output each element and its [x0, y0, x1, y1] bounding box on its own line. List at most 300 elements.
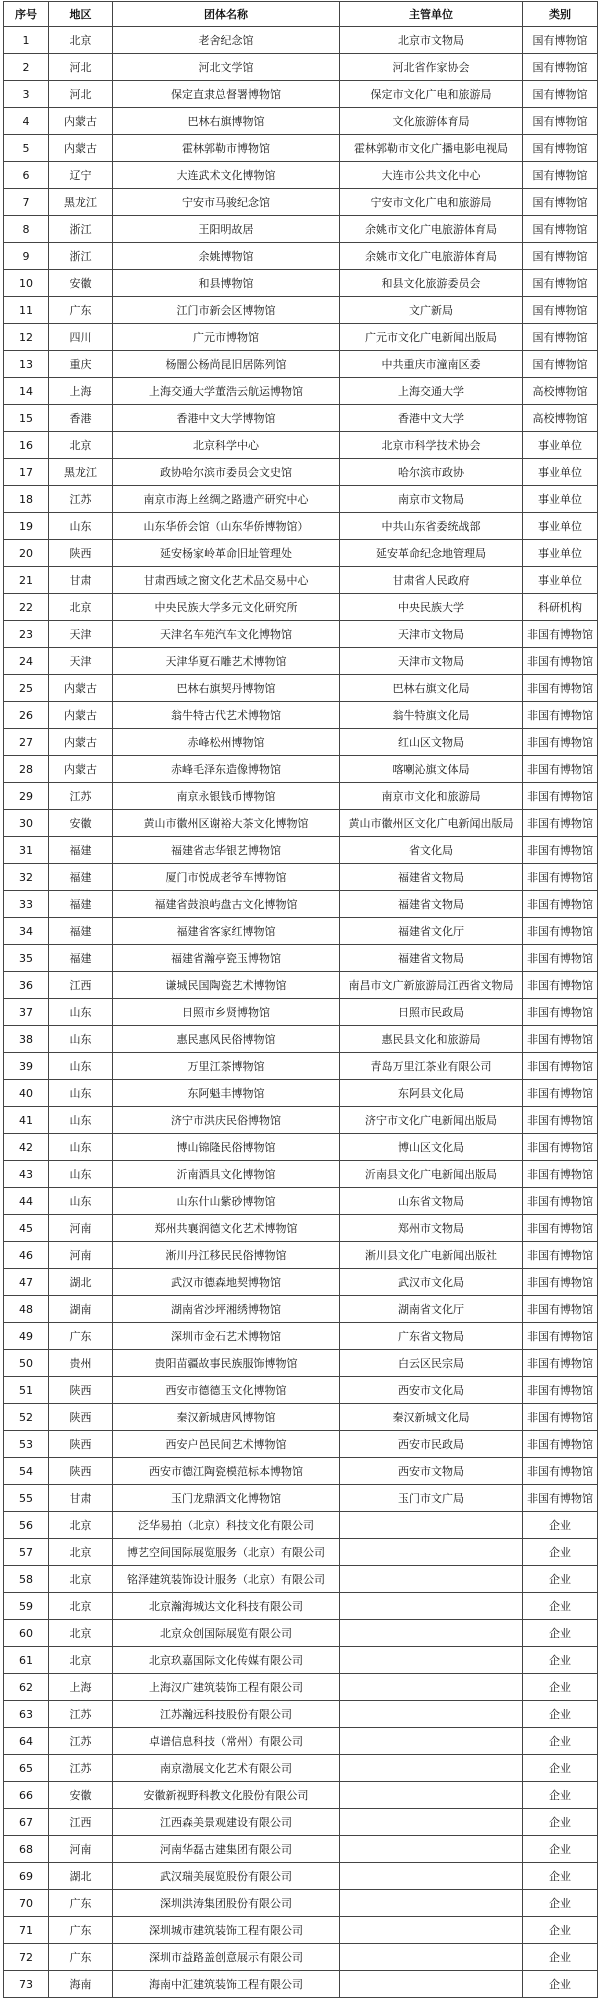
cell-supervising-unit [340, 1512, 523, 1539]
cell-supervising-unit: 余姚市文化广电旅游体育局 [340, 216, 523, 243]
cell-supervising-unit: 福建省文化厅 [340, 918, 523, 945]
cell-category: 非国有博物馆 [523, 729, 598, 756]
cell-category: 非国有博物馆 [523, 999, 598, 1026]
cell-region: 黑龙江 [49, 459, 113, 486]
cell-category: 非国有博物馆 [523, 1053, 598, 1080]
cell-index: 2 [4, 54, 49, 81]
cell-category: 企业 [523, 1593, 598, 1620]
table-row [4, 972, 598, 999]
cell-supervising-unit: 秦汉新城文化局 [340, 1404, 523, 1431]
cell-index: 32 [4, 864, 49, 891]
table-row [4, 1242, 598, 1269]
header-supervising-unit: 主管单位 [340, 2, 523, 27]
table-row [4, 1107, 598, 1134]
cell-organization-name: 上海交通大学董浩云航运博物馆 [113, 378, 340, 405]
cell-category: 事业单位 [523, 540, 598, 567]
cell-supervising-unit: 山东省文物局 [340, 1188, 523, 1215]
cell-region: 北京 [49, 1539, 113, 1566]
cell-organization-name: 延安杨家岭革命旧址管理处 [113, 540, 340, 567]
cell-supervising-unit: 福建省文物局 [340, 864, 523, 891]
cell-index: 36 [4, 972, 49, 999]
table-row [4, 1323, 598, 1350]
cell-index: 48 [4, 1296, 49, 1323]
cell-region: 山东 [49, 1026, 113, 1053]
cell-organization-name: 淅川丹江移民民俗博物馆 [113, 1242, 340, 1269]
cell-supervising-unit: 日照市民政局 [340, 999, 523, 1026]
table-row [4, 432, 598, 459]
table-row [4, 1728, 598, 1755]
cell-supervising-unit: 白云区民宗局 [340, 1350, 523, 1377]
cell-organization-name: 福建省客家红博物馆 [113, 918, 340, 945]
cell-category: 国有博物馆 [523, 135, 598, 162]
cell-supervising-unit: 青岛万里江茶业有限公司 [340, 1053, 523, 1080]
cell-region: 北京 [49, 594, 113, 621]
cell-index: 30 [4, 810, 49, 837]
cell-category: 国有博物馆 [523, 189, 598, 216]
table-row [4, 756, 598, 783]
cell-region: 甘肃 [49, 567, 113, 594]
cell-organization-name: 保定直隶总督署博物馆 [113, 81, 340, 108]
cell-category: 企业 [523, 1728, 598, 1755]
cell-category: 企业 [523, 1647, 598, 1674]
cell-region: 广东 [49, 297, 113, 324]
cell-index: 15 [4, 405, 49, 432]
cell-supervising-unit: 余姚市文化广电旅游体育局 [340, 243, 523, 270]
cell-index: 33 [4, 891, 49, 918]
cell-index: 17 [4, 459, 49, 486]
table-row [4, 1890, 598, 1917]
cell-supervising-unit: 霍林郭勒市文化广播电影电视局 [340, 135, 523, 162]
cell-category: 事业单位 [523, 486, 598, 513]
cell-region: 江苏 [49, 486, 113, 513]
table-row [4, 1593, 598, 1620]
header-organization-name: 团体名称 [113, 2, 340, 27]
cell-region: 福建 [49, 918, 113, 945]
cell-region: 黑龙江 [49, 189, 113, 216]
cell-category: 非国有博物馆 [523, 1161, 598, 1188]
header-region: 地区 [49, 2, 113, 27]
cell-organization-name: 北京科学中心 [113, 432, 340, 459]
table-row [4, 783, 598, 810]
cell-region: 贵州 [49, 1350, 113, 1377]
cell-category: 企业 [523, 1539, 598, 1566]
cell-region: 湖北 [49, 1863, 113, 1890]
cell-organization-name: 西安户邑民间艺术博物馆 [113, 1431, 340, 1458]
cell-category: 国有博物馆 [523, 108, 598, 135]
cell-category: 科研机构 [523, 594, 598, 621]
cell-index: 4 [4, 108, 49, 135]
cell-category: 国有博物馆 [523, 243, 598, 270]
cell-index: 8 [4, 216, 49, 243]
cell-category: 企业 [523, 1971, 598, 1998]
cell-supervising-unit [340, 1782, 523, 1809]
cell-index: 63 [4, 1701, 49, 1728]
cell-index: 70 [4, 1890, 49, 1917]
cell-supervising-unit: 哈尔滨市政协 [340, 459, 523, 486]
cell-supervising-unit: 南京市文化和旅游局 [340, 783, 523, 810]
cell-region: 河南 [49, 1242, 113, 1269]
cell-supervising-unit: 西安市文化局 [340, 1377, 523, 1404]
cell-category: 企业 [523, 1620, 598, 1647]
cell-index: 42 [4, 1134, 49, 1161]
cell-organization-name: 杨闇公杨尚昆旧居陈列馆 [113, 351, 340, 378]
cell-category: 高校博物馆 [523, 405, 598, 432]
cell-organization-name: 巴林右旗博物馆 [113, 108, 340, 135]
cell-organization-name: 赤峰毛泽东造像博物馆 [113, 756, 340, 783]
cell-supervising-unit: 北京市科学技术协会 [340, 432, 523, 459]
cell-organization-name: 香港中文大学博物馆 [113, 405, 340, 432]
cell-supervising-unit: 东阿县文化局 [340, 1080, 523, 1107]
cell-region: 安徽 [49, 270, 113, 297]
table-row [4, 1350, 598, 1377]
cell-organization-name: 江苏瀚远科技股份有限公司 [113, 1701, 340, 1728]
cell-region: 安徽 [49, 1782, 113, 1809]
cell-supervising-unit: 黄山市徽州区文化广电新闻出版局 [340, 810, 523, 837]
cell-supervising-unit [340, 1971, 523, 1998]
cell-category: 国有博物馆 [523, 216, 598, 243]
table-row [4, 378, 598, 405]
cell-organization-name: 天津华夏石雕艺术博物馆 [113, 648, 340, 675]
cell-region: 福建 [49, 945, 113, 972]
cell-supervising-unit: 香港中文大学 [340, 405, 523, 432]
cell-organization-name: 天津名车苑汽车文化博物馆 [113, 621, 340, 648]
cell-index: 39 [4, 1053, 49, 1080]
cell-region: 天津 [49, 621, 113, 648]
cell-index: 44 [4, 1188, 49, 1215]
cell-index: 71 [4, 1917, 49, 1944]
cell-organization-name: 西安市德江陶瓷模范标本博物馆 [113, 1458, 340, 1485]
cell-organization-name: 黄山市徽州区谢裕大茶文化博物馆 [113, 810, 340, 837]
table-row [4, 1296, 598, 1323]
cell-category: 非国有博物馆 [523, 648, 598, 675]
cell-category: 国有博物馆 [523, 351, 598, 378]
table-row [4, 567, 598, 594]
cell-index: 37 [4, 999, 49, 1026]
cell-supervising-unit: 巴林右旗文化局 [340, 675, 523, 702]
cell-region: 福建 [49, 891, 113, 918]
cell-index: 61 [4, 1647, 49, 1674]
cell-category: 非国有博物馆 [523, 1377, 598, 1404]
cell-region: 江西 [49, 972, 113, 999]
cell-supervising-unit: 湖南省文化厅 [340, 1296, 523, 1323]
table-row [4, 108, 598, 135]
cell-category: 企业 [523, 1566, 598, 1593]
cell-index: 57 [4, 1539, 49, 1566]
cell-category: 非国有博物馆 [523, 1458, 598, 1485]
cell-supervising-unit: 天津市文物局 [340, 648, 523, 675]
cell-category: 国有博物馆 [523, 324, 598, 351]
table-row [4, 405, 598, 432]
cell-category: 企业 [523, 1755, 598, 1782]
cell-category: 非国有博物馆 [523, 837, 598, 864]
cell-supervising-unit: 保定市文化广电和旅游局 [340, 81, 523, 108]
cell-category: 企业 [523, 1890, 598, 1917]
cell-index: 21 [4, 567, 49, 594]
cell-organization-name: 东阿魁丰博物馆 [113, 1080, 340, 1107]
cell-organization-name: 武汉市德森地契博物馆 [113, 1269, 340, 1296]
cell-supervising-unit: 省文化局 [340, 837, 523, 864]
cell-index: 52 [4, 1404, 49, 1431]
cell-region: 香港 [49, 405, 113, 432]
cell-organization-name: 安徽新视野科教文化股份有限公司 [113, 1782, 340, 1809]
cell-index: 66 [4, 1782, 49, 1809]
cell-organization-name: 北京众创国际展览有限公司 [113, 1620, 340, 1647]
cell-organization-name: 南京渤展文化艺术有限公司 [113, 1755, 340, 1782]
cell-organization-name: 上海汉广建筑装饰工程有限公司 [113, 1674, 340, 1701]
cell-index: 20 [4, 540, 49, 567]
cell-category: 非国有博物馆 [523, 918, 598, 945]
cell-region: 江苏 [49, 1755, 113, 1782]
cell-organization-name: 郑州共襄润德文化艺术博物馆 [113, 1215, 340, 1242]
cell-organization-name: 西安市德德玉文化博物馆 [113, 1377, 340, 1404]
table-row [4, 243, 598, 270]
cell-supervising-unit: 翁牛特旗文化局 [340, 702, 523, 729]
cell-region: 内蒙古 [49, 729, 113, 756]
cell-supervising-unit [340, 1836, 523, 1863]
table-row [4, 1701, 598, 1728]
cell-category: 非国有博物馆 [523, 621, 598, 648]
table-row [4, 729, 598, 756]
cell-supervising-unit [340, 1593, 523, 1620]
cell-region: 内蒙古 [49, 756, 113, 783]
cell-index: 58 [4, 1566, 49, 1593]
cell-region: 广东 [49, 1890, 113, 1917]
table-row [4, 1431, 598, 1458]
cell-supervising-unit: 喀喇沁旗文体局 [340, 756, 523, 783]
cell-supervising-unit: 博山区文化局 [340, 1134, 523, 1161]
cell-index: 64 [4, 1728, 49, 1755]
cell-organization-name: 河北文学馆 [113, 54, 340, 81]
cell-organization-name: 贵阳苗疆故事民族服饰博物馆 [113, 1350, 340, 1377]
table-row [4, 1971, 598, 1998]
cell-category: 国有博物馆 [523, 270, 598, 297]
cell-organization-name: 泛华易拍（北京）科技文化有限公司 [113, 1512, 340, 1539]
cell-supervising-unit [340, 1539, 523, 1566]
cell-region: 陕西 [49, 1404, 113, 1431]
table-row [4, 1404, 598, 1431]
cell-category: 非国有博物馆 [523, 1269, 598, 1296]
cell-supervising-unit: 中共山东省委统战部 [340, 513, 523, 540]
cell-supervising-unit: 西安市文物局 [340, 1458, 523, 1485]
cell-region: 湖南 [49, 1296, 113, 1323]
cell-region: 广东 [49, 1323, 113, 1350]
table-row [4, 1809, 598, 1836]
cell-supervising-unit: 红山区文物局 [340, 729, 523, 756]
cell-region: 江西 [49, 1809, 113, 1836]
cell-organization-name: 政协哈尔滨市委员会文史馆 [113, 459, 340, 486]
cell-region: 陕西 [49, 1377, 113, 1404]
cell-index: 24 [4, 648, 49, 675]
cell-index: 14 [4, 378, 49, 405]
cell-region: 福建 [49, 837, 113, 864]
table-row [4, 837, 598, 864]
cell-region: 广东 [49, 1944, 113, 1971]
cell-region: 北京 [49, 1620, 113, 1647]
table-row [4, 324, 598, 351]
cell-organization-name: 江西森美景观建设有限公司 [113, 1809, 340, 1836]
cell-region: 内蒙古 [49, 135, 113, 162]
cell-category: 非国有博物馆 [523, 1296, 598, 1323]
cell-organization-name: 余姚博物馆 [113, 243, 340, 270]
cell-region: 山东 [49, 1053, 113, 1080]
cell-organization-name: 老舍纪念馆 [113, 27, 340, 54]
table-row [4, 864, 598, 891]
cell-category: 国有博物馆 [523, 162, 598, 189]
cell-region: 内蒙古 [49, 675, 113, 702]
cell-category: 非国有博物馆 [523, 783, 598, 810]
cell-region: 四川 [49, 324, 113, 351]
cell-region: 江苏 [49, 1701, 113, 1728]
cell-region: 陕西 [49, 540, 113, 567]
cell-organization-name: 万里江茶博物馆 [113, 1053, 340, 1080]
cell-category: 企业 [523, 1809, 598, 1836]
cell-supervising-unit: 济宁市文化广电新闻出版局 [340, 1107, 523, 1134]
cell-category: 非国有博物馆 [523, 1323, 598, 1350]
cell-supervising-unit: 惠民县文化和旅游局 [340, 1026, 523, 1053]
cell-index: 26 [4, 702, 49, 729]
cell-index: 54 [4, 1458, 49, 1485]
cell-region: 山东 [49, 1161, 113, 1188]
cell-supervising-unit: 广元市文化广电新闻出版局 [340, 324, 523, 351]
cell-index: 50 [4, 1350, 49, 1377]
cell-organization-name: 巴林右旗契丹博物馆 [113, 675, 340, 702]
cell-index: 12 [4, 324, 49, 351]
table-row [4, 1188, 598, 1215]
cell-supervising-unit [340, 1755, 523, 1782]
table-row [4, 1647, 598, 1674]
table-row [4, 270, 598, 297]
cell-organization-name: 广元市博物馆 [113, 324, 340, 351]
cell-region: 山东 [49, 1188, 113, 1215]
cell-organization-name: 大连武术文化博物馆 [113, 162, 340, 189]
cell-category: 国有博物馆 [523, 54, 598, 81]
table-row [4, 1215, 598, 1242]
table-row [4, 27, 598, 54]
cell-organization-name: 宁安市马骏纪念馆 [113, 189, 340, 216]
cell-supervising-unit: 中央民族大学 [340, 594, 523, 621]
table-row [4, 540, 598, 567]
cell-index: 55 [4, 1485, 49, 1512]
table-row [4, 648, 598, 675]
cell-category: 企业 [523, 1674, 598, 1701]
table-row [4, 1917, 598, 1944]
cell-region: 天津 [49, 648, 113, 675]
table-row [4, 513, 598, 540]
cell-organization-name: 王阳明故居 [113, 216, 340, 243]
header-category: 类别 [523, 2, 598, 27]
cell-region: 重庆 [49, 351, 113, 378]
cell-region: 山东 [49, 1080, 113, 1107]
table-row [4, 1377, 598, 1404]
cell-supervising-unit: 延安革命纪念地管理局 [340, 540, 523, 567]
cell-index: 29 [4, 783, 49, 810]
cell-index: 56 [4, 1512, 49, 1539]
table-body [4, 27, 598, 1998]
cell-supervising-unit: 玉门市文广局 [340, 1485, 523, 1512]
cell-organization-name: 北京玖嘉国际文化传媒有限公司 [113, 1647, 340, 1674]
cell-index: 22 [4, 594, 49, 621]
cell-index: 69 [4, 1863, 49, 1890]
header-row [4, 2, 598, 27]
cell-region: 河南 [49, 1836, 113, 1863]
cell-supervising-unit: 武汉市文化局 [340, 1269, 523, 1296]
cell-organization-name: 湖南省沙坪湘绣博物馆 [113, 1296, 340, 1323]
cell-index: 62 [4, 1674, 49, 1701]
cell-index: 28 [4, 756, 49, 783]
cell-organization-name: 福建省志华银艺博物馆 [113, 837, 340, 864]
cell-index: 53 [4, 1431, 49, 1458]
cell-category: 企业 [523, 1701, 598, 1728]
table-row [4, 1026, 598, 1053]
cell-supervising-unit: 宁安市文化广电和旅游局 [340, 189, 523, 216]
cell-category: 企业 [523, 1863, 598, 1890]
cell-organization-name: 深圳市益路盖创意展示有限公司 [113, 1944, 340, 1971]
cell-region: 安徽 [49, 810, 113, 837]
table-row [4, 1836, 598, 1863]
cell-index: 31 [4, 837, 49, 864]
cell-organization-name: 厦门市悦成老爷车博物馆 [113, 864, 340, 891]
cell-index: 47 [4, 1269, 49, 1296]
table-row [4, 999, 598, 1026]
cell-region: 浙江 [49, 243, 113, 270]
table-row [4, 891, 598, 918]
cell-category: 事业单位 [523, 567, 598, 594]
table-row [4, 1134, 598, 1161]
cell-region: 内蒙古 [49, 702, 113, 729]
cell-organization-name: 和县博物馆 [113, 270, 340, 297]
cell-category: 非国有博物馆 [523, 1350, 598, 1377]
table-row [4, 621, 598, 648]
cell-index: 18 [4, 486, 49, 513]
table-row [4, 1161, 598, 1188]
cell-organization-name: 铭泽建筑装饰设计服务（北京）有限公司 [113, 1566, 340, 1593]
cell-region: 山东 [49, 999, 113, 1026]
cell-index: 11 [4, 297, 49, 324]
table-row [4, 54, 598, 81]
table-row [4, 351, 598, 378]
cell-category: 非国有博物馆 [523, 1107, 598, 1134]
cell-index: 38 [4, 1026, 49, 1053]
cell-category: 非国有博物馆 [523, 1215, 598, 1242]
table-row [4, 1053, 598, 1080]
cell-region: 北京 [49, 1512, 113, 1539]
cell-organization-name: 玉门龙鼎酒文化博物馆 [113, 1485, 340, 1512]
cell-supervising-unit [340, 1620, 523, 1647]
cell-supervising-unit: 郑州市文物局 [340, 1215, 523, 1242]
cell-supervising-unit: 南京市文物局 [340, 486, 523, 513]
cell-region: 内蒙古 [49, 108, 113, 135]
cell-supervising-unit [340, 1944, 523, 1971]
table-row [4, 162, 598, 189]
cell-index: 1 [4, 27, 49, 54]
cell-category: 非国有博物馆 [523, 864, 598, 891]
cell-region: 北京 [49, 432, 113, 459]
cell-category: 企业 [523, 1917, 598, 1944]
cell-index: 41 [4, 1107, 49, 1134]
cell-index: 73 [4, 1971, 49, 1998]
cell-index: 6 [4, 162, 49, 189]
cell-supervising-unit: 福建省文物局 [340, 945, 523, 972]
table-header [4, 2, 598, 27]
table-row [4, 1674, 598, 1701]
cell-organization-name: 福建省瀚亭瓷玉博物馆 [113, 945, 340, 972]
cell-organization-name: 中央民族大学多元文化研究所 [113, 594, 340, 621]
table-row [4, 1080, 598, 1107]
cell-index: 43 [4, 1161, 49, 1188]
cell-region: 河北 [49, 54, 113, 81]
cell-category: 非国有博物馆 [523, 972, 598, 999]
cell-region: 北京 [49, 1566, 113, 1593]
